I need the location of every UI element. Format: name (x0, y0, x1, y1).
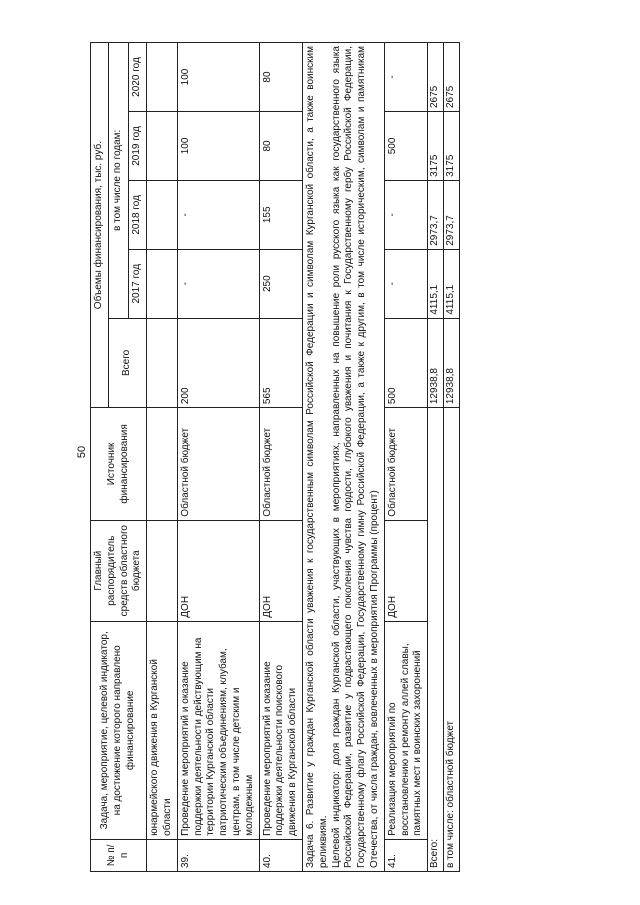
total-2017: 4115,1 (428, 249, 444, 318)
cell-text: юнармейского движения в Курганской области (147, 621, 178, 839)
cell-manager (147, 520, 178, 621)
financing-table (90, 42, 460, 872)
total-regional-2018: 2973,7 (443, 180, 459, 249)
rotated-table-container (90, 42, 590, 872)
cell-source: Областной бюджет (384, 408, 427, 521)
cell-2017: 250 (259, 249, 302, 318)
header-source: Источник финансирования (91, 408, 147, 521)
total-all: 12938,8 (428, 318, 444, 408)
cell-2018: 155 (259, 180, 302, 249)
table-row-40 (259, 43, 302, 872)
header-total: Всего (108, 318, 146, 408)
header-num: № п/п (91, 839, 147, 871)
header-year-2017: 2017 год (129, 249, 147, 318)
cell-2019: 80 (259, 112, 302, 181)
cell-2020: - (384, 43, 427, 112)
cell-2020: 100 (177, 43, 259, 112)
total-2018: 2973,7 (428, 180, 444, 249)
cell-2019: 100 (177, 112, 259, 181)
cell-text: Реализация мероприятий по восстановлению и ремонту аллей славы, памятных мест и воинских захоронений (384, 621, 427, 839)
header-task: Задача, мероприятие, целевой индикатор, на достижение которого направлено финансирование (91, 621, 147, 839)
task-6-text (302, 43, 384, 872)
task-6-title: Задача 6. Развитие у граждан Курганской области уважения к государственным символам Российской Федерации и символам Курганской области, а также воинским реликвиям. (304, 46, 329, 868)
table-row-39 (177, 43, 259, 872)
cell-text: Проведение мероприятий и оказание поддержки деятельности поискового движения в Курганской области (259, 621, 302, 839)
cell-manager: ДОН (384, 520, 427, 621)
cell-2020 (147, 43, 178, 112)
total-regional-2019: 3175 (443, 112, 459, 181)
cell-total: 500 (384, 318, 427, 408)
cell-text: Проведение мероприятий и оказание поддержки деятельности действующим на территории Курганской области патриотическим объединениям, клубам, центрам, в том числе детским и молодежным (177, 621, 259, 839)
cell-num: 39. (177, 839, 259, 871)
cell-source: Областной бюджет (177, 408, 259, 521)
header-volumes: Объемы финансирования, тыс. руб. (91, 43, 109, 408)
header-year-2020: 2020 год (129, 43, 147, 112)
cell-num: 40. (259, 839, 302, 871)
table-row-task6 (302, 43, 384, 872)
header-manager: Главный распорядитель средств областного бюджета (91, 520, 147, 621)
cell-2017 (147, 249, 178, 318)
table-row-total-regional (443, 43, 459, 872)
cell-manager: ДОН (177, 520, 259, 621)
cell-manager: ДОН (259, 520, 302, 621)
cell-2017: - (177, 249, 259, 318)
cell-2018: - (177, 180, 259, 249)
cell-2018: - (384, 180, 427, 249)
total-regional-label: в том числе: областной бюджет (443, 408, 459, 872)
cell-total (147, 318, 178, 408)
cell-num: 41. (384, 839, 427, 871)
cell-total: 200 (177, 318, 259, 408)
cell-2017: - (384, 249, 427, 318)
header-year-2018: 2018 год (129, 180, 147, 249)
cell-source (147, 408, 178, 521)
total-regional-2020: 2675 (443, 43, 459, 112)
header-year-2019: 2019 год (129, 112, 147, 181)
total-2020: 2675 (428, 43, 444, 112)
cell-num (147, 839, 178, 871)
cell-2019 (147, 112, 178, 181)
table-row-total (428, 43, 444, 872)
total-2019: 3175 (428, 112, 444, 181)
page-number: 50 (76, 445, 88, 459)
cell-2020: 80 (259, 43, 302, 112)
table-row-41 (384, 43, 427, 872)
task-6-indicator: Целевой индикатор: доля граждан Курганской области, участвующих в мероприятиях, направленных на повышение роли русского языка как государственного языка Российской Федерации, развитие у подрастающего поколения чувства гордости, глубокого уважения и почитания к Государственному гербу Российской Федерации, Государственному флагу Российской Федерации, Государственному гимну Российской Федерации, а также к другим, в том числе историческим, символам и памятникам Отечества, от числа граждан, вовлеченных в мероприятия Программы (процент) (330, 46, 380, 868)
cell-source: Областной бюджет (259, 408, 302, 521)
cell-total: 565 (259, 318, 302, 408)
total-label: Всего: (428, 408, 444, 872)
total-regional-all: 12938,8 (443, 318, 459, 408)
cell-2018 (147, 180, 178, 249)
table-row-continued (147, 43, 178, 872)
cell-2019: 500 (384, 112, 427, 181)
total-regional-2017: 4115,1 (443, 249, 459, 318)
header-by-years: в том числе по годам: (108, 43, 129, 319)
